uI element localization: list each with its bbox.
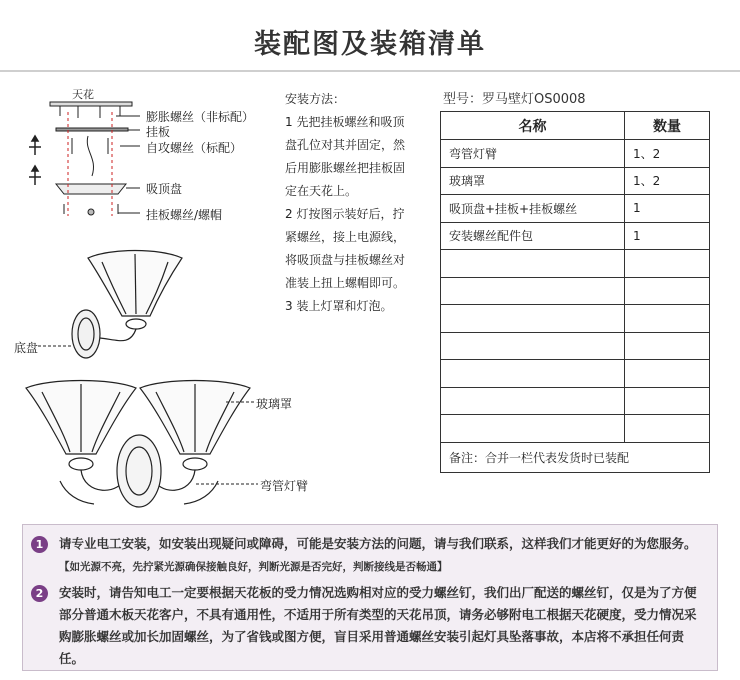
cross-arrow-icon — [29, 136, 41, 185]
part-label-self-tapping-screw: 自攻螺丝（标配） — [146, 141, 243, 155]
single-lamp-drawing — [72, 251, 182, 359]
empty-row — [441, 415, 710, 443]
note-2 — [31, 582, 707, 670]
method-line: 准装上扭上螺帽即可。 — [285, 276, 406, 290]
empty-row — [441, 277, 710, 305]
glass-shade-label: 玻璃罩 — [256, 397, 293, 411]
number-2-badge-icon: 2 — [31, 585, 48, 602]
ceiling-label: 天花 — [72, 88, 94, 101]
item-name: 吸顶盘+挂板+挂板螺丝 — [441, 195, 625, 223]
method-line: 1 先把挂板螺丝和吸顶 — [285, 115, 405, 129]
item-name: 安装螺丝配件包 — [441, 222, 625, 250]
method-line: 将吸顶盘与挂板螺丝对 — [285, 253, 406, 267]
empty-row — [441, 250, 710, 278]
note-1-text: 请专业电工安装，如安装出现疑问或障碍，可能是安装方法的问题，请与我们联系，这样我们才能更好的为您服务。 — [59, 536, 697, 551]
empty-row — [441, 387, 710, 415]
remark-text: 备注：合并一栏代表发货时已装配 — [441, 442, 710, 472]
note-1 — [31, 533, 707, 578]
item-qty: 1 — [625, 195, 710, 223]
title-divider — [0, 70, 740, 72]
remark-row — [441, 442, 710, 472]
empty-row — [441, 360, 710, 388]
method-line: 紧螺丝，接上电源线， — [285, 230, 406, 244]
ceiling-assembly — [50, 102, 132, 215]
method-line: 盘孔位对其并固定，然 — [285, 138, 406, 152]
arm-label: 弯管灯臂 — [260, 479, 309, 493]
method-line: 3 装上灯罩和灯泡。 — [285, 299, 393, 313]
part-label-ceiling-cup: 吸顶盘 — [146, 182, 183, 196]
empty-row — [441, 332, 710, 360]
column-header-qty: 数量 — [625, 112, 710, 140]
double-lamp-drawing — [26, 381, 250, 508]
note-1-hint: 【如光源不亮，先拧紧光源确保接触良好，判断光源是否完好，判断接线是否畅通】 — [59, 561, 448, 573]
method-heading: 安装方法： — [285, 92, 346, 106]
table-row — [441, 222, 710, 250]
table-header-row — [441, 112, 710, 140]
note-2-text: 安装时，请告知电工一定要根据天花板的受力情况选购相对应的受力螺丝钉，我们出厂配送的螺丝钉，仅是为了方便部分普通木板天花客户，不具有通用性，不适用于所有类型的天花吊顶，请务必够附电工根据天花硬度，受力情况采购膨胀螺丝或加长加固螺丝，为了省钱或图方便，盲目采用普通螺丝安装引起灯具坠落事故，本店将不承担任何责任。 — [59, 585, 697, 666]
notes-box — [22, 524, 718, 671]
part-label-mounting-plate: 挂板 — [146, 125, 171, 139]
packing-list-table — [440, 111, 710, 473]
table-row — [441, 195, 710, 223]
part-label-expansion-screw: 膨胀螺丝（非标配） — [146, 110, 255, 124]
empty-row — [441, 305, 710, 333]
item-qty: 1 — [625, 222, 710, 250]
item-qty: 1、2 — [625, 167, 710, 195]
model-number: 型号：罗马壁灯OS0008 — [443, 92, 586, 107]
item-name: 玻璃罩 — [441, 167, 625, 195]
number-1-badge-icon: 1 — [31, 536, 48, 553]
item-name: 弯管灯臂 — [441, 140, 625, 168]
method-line: 后用膨胀螺丝把挂板固 — [285, 161, 406, 175]
table-row — [441, 167, 710, 195]
column-header-name: 名称 — [441, 112, 625, 140]
table-row — [441, 140, 710, 168]
method-line: 2 灯按图示装好后，拧 — [285, 207, 405, 221]
item-qty: 1、2 — [625, 140, 710, 168]
base-label: 底盘 — [14, 341, 39, 355]
method-line: 定在天花上。 — [285, 184, 358, 198]
page-title: 装配图及装箱清单 — [254, 29, 486, 60]
part-label-plate-screw-nut: 挂板螺丝/螺帽 — [146, 208, 223, 222]
installation-method — [285, 88, 435, 318]
